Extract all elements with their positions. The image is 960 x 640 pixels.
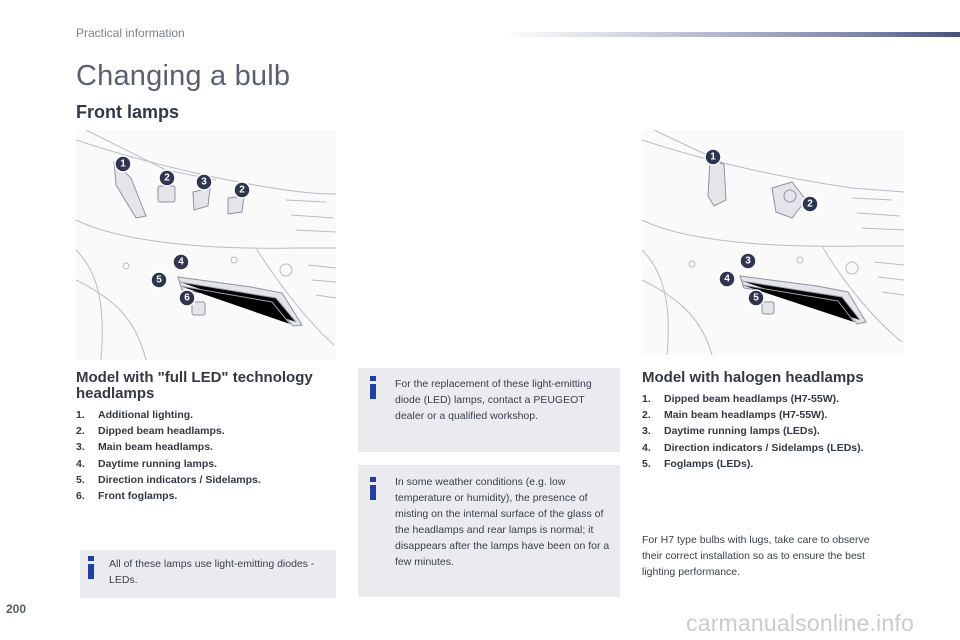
list-item: 5. Foglamps (LEDs). <box>642 457 754 470</box>
misting-note-text: In some weather conditions (e.g. low temperature or humidity), the presence of misting on the internal surface of the glass of the headlamps and rear lamps is normal; it disappears after the lamps have been on for a few minutes. <box>395 476 610 568</box>
section-title: Front lamps <box>76 102 180 122</box>
full-led-list <box>76 409 261 506</box>
callout-4-label: 4 <box>178 256 184 268</box>
info-icon <box>370 477 376 500</box>
list-item: 3. Main beam headlamps. <box>76 441 213 454</box>
full-led-heading: Model with "full LED" technology headlamps <box>76 369 313 402</box>
full-led-headlamp-illustration <box>76 130 336 360</box>
halogen-list <box>642 393 864 474</box>
list-item: 6. Front foglamps. <box>76 489 178 502</box>
callout-5-label: 5 <box>753 292 759 304</box>
h7-bulb-note: For H7 type bulbs with lugs, take care to observe their correct installation so as to ensure the best lighting performance. <box>642 534 870 578</box>
list-item: 3. Daytime running lamps (LEDs). <box>642 425 820 438</box>
callout-2-label: 2 <box>807 198 813 210</box>
list-item: 4. Daytime running lamps. <box>76 457 218 470</box>
list-item: 5. Direction indicators / Sidelamps. <box>76 473 261 486</box>
callout-3-label: 3 <box>201 176 207 188</box>
list-item: 4. Direction indicators / Sidelamps (LEDs). <box>642 441 864 454</box>
replacement-note-box <box>358 368 620 452</box>
led-note-text: All of these lamps use light-emitting diodes - LEDs. <box>109 558 315 586</box>
info-icon <box>370 376 376 399</box>
info-icon <box>88 556 94 579</box>
page-number: 200 <box>6 602 27 616</box>
page-title: Changing a bulb <box>76 60 291 92</box>
misting-note-box <box>358 465 620 597</box>
led-note-box <box>80 550 336 598</box>
list-item: 2. Dipped beam headlamps. <box>76 425 225 438</box>
callout-2-label: 2 <box>164 172 170 184</box>
callout-1-label: 1 <box>710 151 716 163</box>
halogen-headlamp-illustration <box>642 130 904 355</box>
list-item: 2. Main beam headlamps (H7-55W). <box>642 409 828 422</box>
callout-2b-label: 2 <box>239 184 245 196</box>
running-header: Practical information <box>76 26 185 40</box>
replacement-note-text: For the replacement of these light-emitting diode (LED) lamps, contact a PEUGEOT dealer or a qualified workshop. <box>395 378 592 422</box>
halogen-heading: Model with halogen headlamps <box>642 369 864 386</box>
callout-6-label: 6 <box>184 292 190 304</box>
watermark: carmanualsonline.info <box>686 610 914 636</box>
callout-5-label: 5 <box>156 274 162 286</box>
header-gradient-bar <box>500 32 960 37</box>
callout-1-label: 1 <box>120 158 126 170</box>
list-item: 1. Additional lighting. <box>76 409 194 421</box>
callout-4-label: 4 <box>724 273 730 285</box>
callout-3-label: 3 <box>745 255 751 267</box>
list-item: 1. Dipped beam headlamps (H7-55W). <box>642 393 840 405</box>
